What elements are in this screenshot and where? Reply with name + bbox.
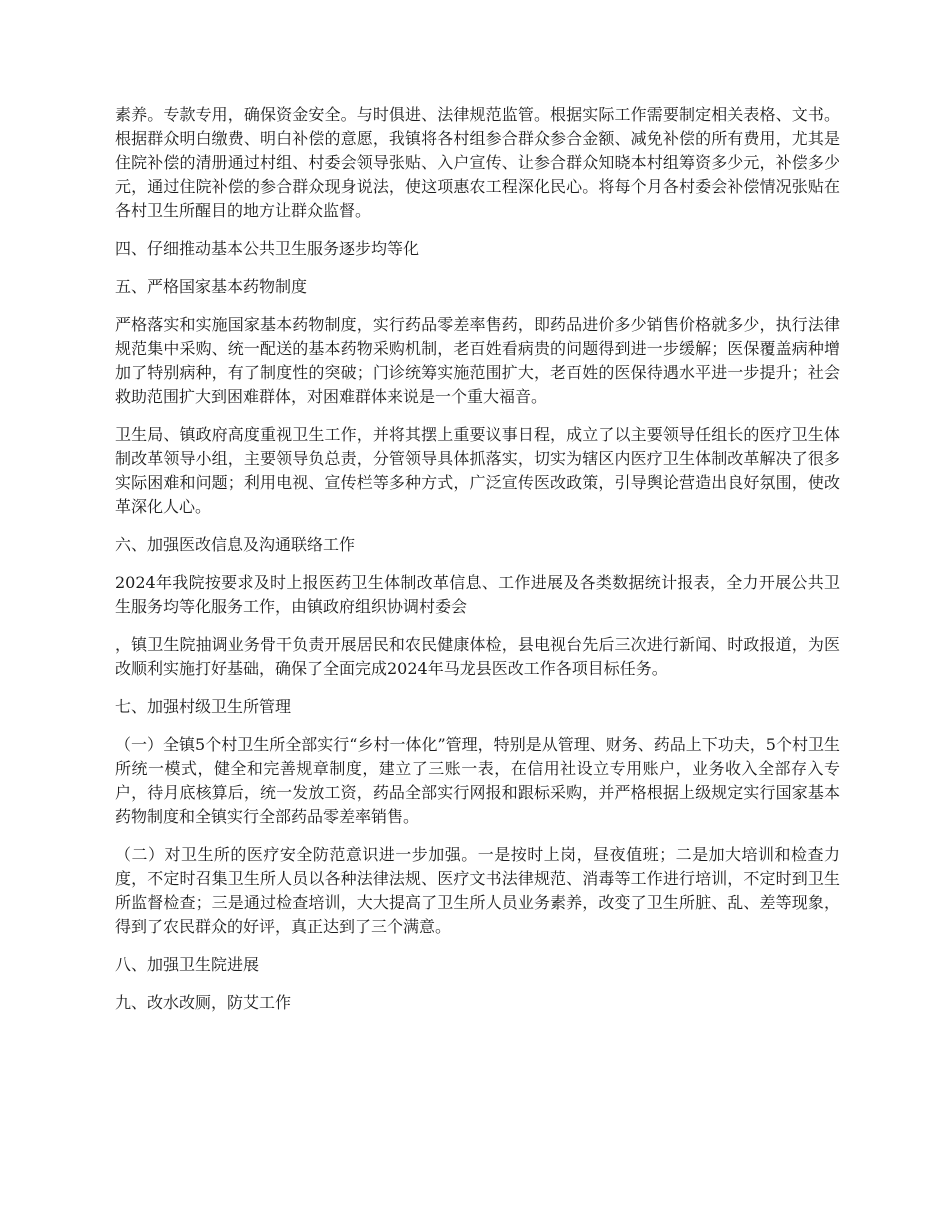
paragraph: （一）全镇5个村卫生所全部实行“乡村一体化”管理，特别是从管理、财务、药品上下功夫，5个村卫生所统一模式，健全和完善规章制度，建立了三账一表，在信用社设立专用账户，业务收入全部存入专户，待月底核算后，统一发放工资，药品全部实行网报和跟标采购，并严格根据上级规定实行国家基本药物制度和全镇实行全部药品零差率销售。 — [115, 735, 840, 826]
paragraph: 卫生局、镇政府高度重视卫生工作，并将其摆上重要议事日程，成立了以主要领导任组长的医疗卫生体制改革领导小组，主要领导负总责，分管领导具体抓落实，切实为辖区内医疗卫生体制改革解决了很多实际困难和问题；利用电视、宣传栏等多种方式，广泛宣传医改政策，引导舆论营造出良好氛围，使改革深化人心。 — [115, 425, 840, 516]
section-heading: 八、加强卫生院进展 — [115, 955, 260, 974]
paragraph: （二）对卫生所的医疗安全防范意识进一步加强。一是按时上岗，昼夜值班；二是加大培训和检查力度，不定时召集卫生所人员以各种法律法规、医疗文书法律规范、消毒等工作进行培训，不定时到卫生所监督检查；三是通过检查培训，大大提高了卫生所人员业务素养，改变了卫生所脏、乱、差等现象，得到了农民群众的好评，真正达到了三个满意。 — [115, 845, 840, 936]
paragraph: ，镇卫生院抽调业务骨干负责开展居民和农民健康体检，县电视台先后三次进行新闻、时政报道，为医改顺利实施打好基础，确保了全面完成2024年马龙县医改工作各项目标任务。 — [115, 635, 840, 678]
section-heading: 五、严格国家基本药物制度 — [115, 277, 308, 296]
section-heading: 六、加强医改信息及沟通联络工作 — [115, 535, 356, 554]
document-body — [115, 103, 840, 1029]
paragraph: 2024年我院按要求及时上报医药卫生体制改革信息、工作进展及各类数据统计报表，全力开展公共卫生服务均等化服务工作，由镇政府组织协调村委会 — [115, 573, 840, 616]
section-heading: 九、改水改厕，防艾工作 — [115, 993, 292, 1012]
paragraph: 严格落实和实施国家基本药物制度，实行药品零差率售药，即药品进价多少销售价格就多少，执行法律规范集中采购、统一配送的基本药物采购机制，老百姓看病贵的问题得到进一步缓解；医保覆盖病种增加了特别病种，有了制度性的突破；门诊统筹实施范围扩大，老百姓的医保待遇水平进一步提升；社会救助范围扩大到困难群体，对困难群体来说是一个重大福音。 — [115, 315, 840, 406]
section-heading: 七、加强村级卫生所管理 — [115, 697, 292, 716]
section-heading: 四、仔细推动基本公共卫生服务逐步均等化 — [115, 239, 420, 258]
paragraph: 素养。专款专用，确保资金安全。与时俱进、法律规范监管。根据实际工作需要制定相关表格、文书。根据群众明白缴费、明白补偿的意愿，我镇将各村组参合群众参合金额、减免补偿的所有费用，尤其是住院补偿的清册通过村组、村委会领导张贴、入户宣传、让参合群众知晓本村组筹资多少元，补偿多少元，通过住院补偿的参合群众现身说法，使这项惠农工程深化民心。将每个月各村委会补偿情况张贴在各村卫生所醒目的地方让群众监督。 — [115, 105, 840, 220]
